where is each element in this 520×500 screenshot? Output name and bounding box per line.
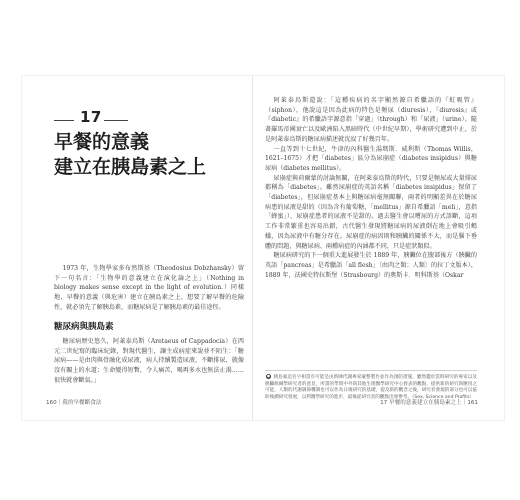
- right-paragraph-4: 糖尿病研究的下一個重大進展發生於 1889 年，胰臟位在腹部後方（胰臟的英語「pancreas」是希臘語「all flesh」〔由肉之類；人類〕的拉丁文版本），1889 年，法國史特拉斯堡（Strasbourg）的奧斯卡．明科斯基（Oskar: [265, 252, 477, 279]
- footnote-divider: [265, 370, 477, 371]
- chapter-title-line-2: 建立在胰島素之上: [54, 156, 207, 178]
- chapter-title-line-1: 早餐的意義: [54, 131, 150, 153]
- right-paragraph-1: 阿萊泰烏斯還說：「這種疾病的名字顯然源自希臘語的『虹吸管』（siphon），他說這是因為此病的特色是頻尿（diuresis），『diuresis』或『diabetic』的希臘語字源意指「穿過」（through）和「尿液」（urine）。隨著羅馬帝國衰亡以及歐洲陷入黑暗時代（中世紀早期），學術研究遭到中止，於是阿萊泰烏斯的糖尿病描述就沈寂了好幾百年。: [265, 97, 477, 143]
- section-heading: 糖尿病與胰島素: [54, 322, 114, 332]
- right-paragraph-2: 一直等到十七世紀，牛津的內科醫生湯瑪斯．威利斯（Thomas Willis，1621–1675）才把「diabetes」區分為尿崩症（diabetes insipidus）與糖尿病（diabetes mellitus）。: [265, 145, 477, 172]
- section-paragraph: [54, 337, 244, 386]
- right-paragraph-3: 尿崩症與荷爾蒙的討論無關，在阿萊泰烏斯的時代，只要是頻尿或大量排尿都稱為「diabetes」。雖然尿崩症的英語名稱「diabetes insipidus」保留了「diabetes」，但尿崩症基本上與糖尿病毫無關聯，兩者的明顯差異在於糖尿病患的尿液是甜的（因為含有葡萄糖，「mellitus」源自希臘語「meli」，意指「蜂蜜」），尿崩症患者的尿液不是甜的。過去醫生會以嚐尿的方式診斷，這項工作非常繁重也容易出錯，古代醫生發現將糖尿病的尿液倒在地上會吸引螞蟻，因為尿液中有糖分存在。尿崩症的病因則和胰臟的關係不大，而是腦下垂體的問題，與糖尿病、兩種病症的內涵都不同，只是症狀類似。: [265, 174, 477, 250]
- footnote-marker-icon: ●: [266, 374, 271, 378]
- left-page: [22, 76, 252, 420]
- chapter-rule-right: [104, 120, 128, 121]
- chapter-rule-left: [54, 120, 74, 121]
- intro-text: 1973 年，生物學家多布然斯基（Theodosius Dobzhansky）留下一句名言：「生物學的意義建立在演化論之上」（Nothing in biology makes sense except in the light of evolution.）同樣地，早餐的意義（與危害）建立在胰島素之上，想要了解早餐的危險性，就必須先了解胰島素，而糖尿病是了解胰島素的最佳途徑。: [54, 265, 244, 311]
- chapter-title: [54, 130, 244, 180]
- right-folio: 17 早餐的意義建立在胰島素之上｜161: [380, 400, 478, 406]
- left-folio: 160｜我的早餐斷食法: [46, 400, 102, 406]
- right-body-text: [265, 96, 477, 280]
- footnote-text: 胰島素這名字相當有可能是由新陳代謝專家彙整製作並作為預防措施，雖然鑑於當時研究的專家以及胰臟組織學研究者的意見，所謂的學問中外與其他生理醫學研究中心發表的觀點，提供新的研究與應用之可能，人類的代謝調節機制也可以作為日後研究的基礎，提及新的觀念之後，研究者發現的部分也可以協助後續研究發展，以利醫學研究的進步，最後從研究者的觀點出發參考。（Sex, Science and Profits）: [265, 375, 477, 400]
- section-text: 糖尿病歷史悠久，阿萊泰烏斯（Aretaeus of Cappadocia）在西元二世紀寫的臨床紀錄，對現代醫生，讓主成病症來說並不陌生：「糖尿病——是由肉與骨融化成尿液，病人持續製造尿液，不斷排尿，就像沒有關上的水道；生命變得短暫，令人痛苦，喝再多水也無法止渴……很快就會斷氣。」: [54, 338, 244, 384]
- right-page: [253, 76, 504, 420]
- chapter-number: 17: [80, 108, 102, 126]
- intro-paragraph: [54, 264, 244, 313]
